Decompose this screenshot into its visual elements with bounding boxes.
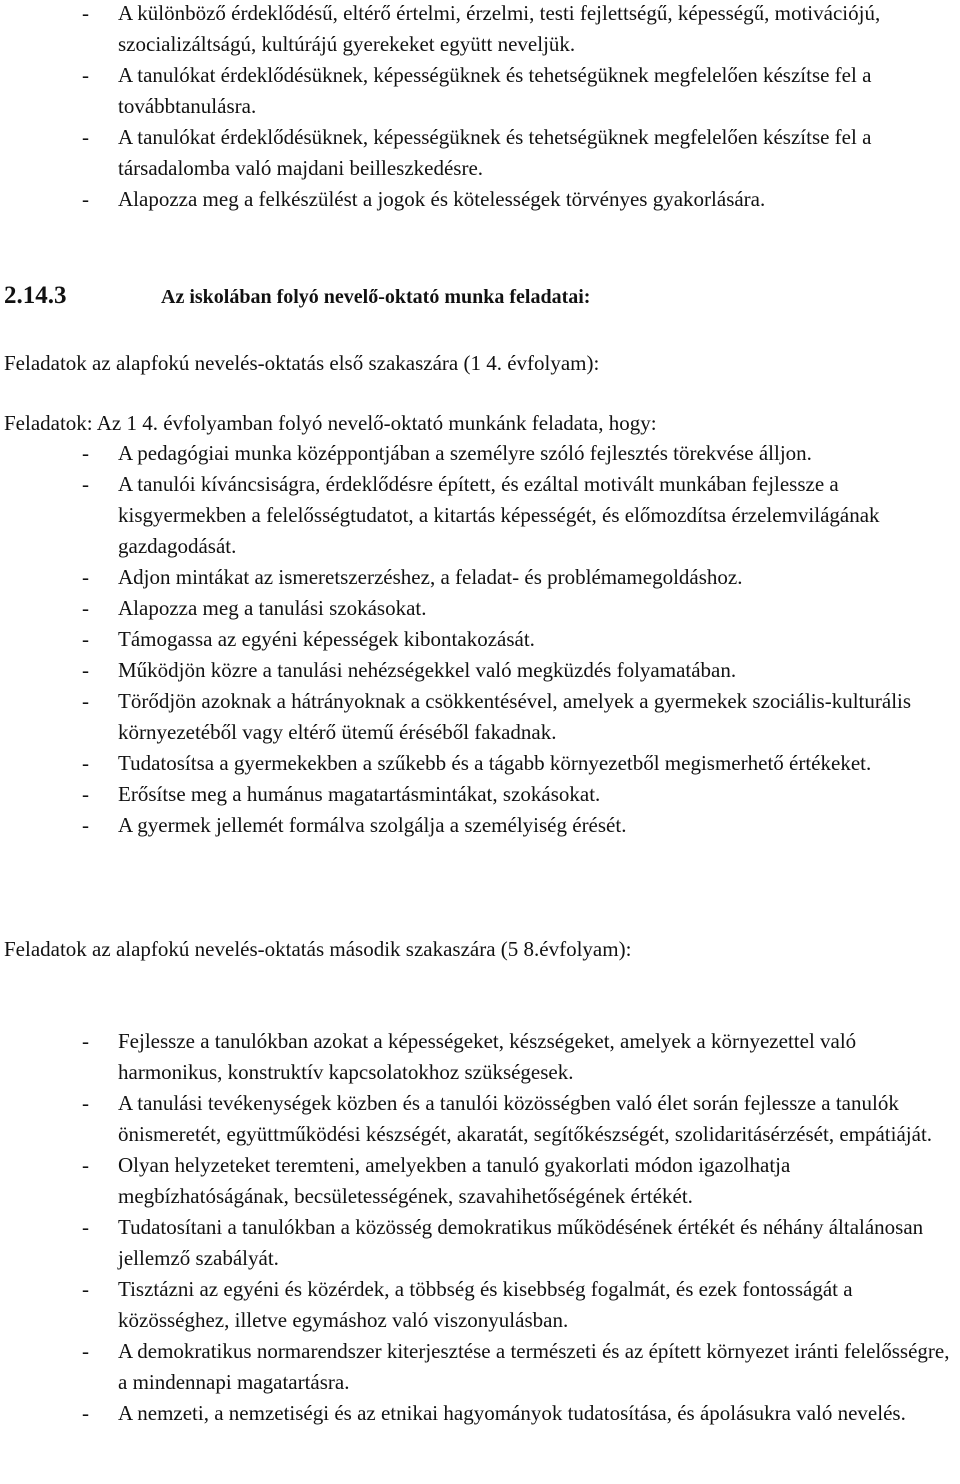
list-item: - A nemzeti, a nemzetiségi és az etnikai hagyományok tudatosítása, és ápolásukra való nevelés. bbox=[0, 1398, 960, 1429]
tasks-intro: Feladatok: Az 1 4. évfolyamban folyó nevelő-oktató munkánk feladata, hogy: bbox=[4, 411, 657, 435]
list-item: - Működjön közre a tanulási nehézségekkel való megküzdés folyamatában. bbox=[0, 655, 960, 686]
section-heading bbox=[0, 280, 960, 313]
goals-list bbox=[0, 0, 960, 215]
list-item: - Tudatosítsa a gyermekekben a szűkebb és a tágabb környezetből megismerhető értékeket. bbox=[0, 748, 960, 779]
section-number: 2.14.3 bbox=[4, 282, 67, 309]
list-item: - Tudatosítani a tanulókban a közösség demokratikus működésének értékét és néhány általánosan jellemző szabályát. bbox=[0, 1212, 960, 1274]
section-title: Az iskolában folyó nevelő-oktató munka feladatai: bbox=[161, 286, 591, 308]
list-item: - A tanulási tevékenységek közben és a tanulói közösségben való élet során fejlessze a tanulók önismeretét, együttműködési készségét, akaratát, segítőkészségét, szolidaritásérzését, empátiáját. bbox=[0, 1088, 960, 1150]
list-item: - A tanulókat érdeklődésüknek, képességüknek és tehetségüknek megfelelően készítse fel a társadalomba való majdani beilleszkedésre. bbox=[0, 122, 960, 184]
list-item: - A pedagógiai munka középpontjában a személyre szóló fejlesztés törekvése álljon. bbox=[0, 438, 960, 469]
list-item: - Fejlessze a tanulókban azokat a képességeket, készségeket, amelyek a környezettel való harmonikus, konstruktív kapcsolatokhoz szükségesek. bbox=[0, 1026, 960, 1088]
list-item: - Olyan helyzeteket teremteni, amelyekben a tanuló gyakorlati módon igazolhatja megbízhatóságának, becsületességének, szavahihetőségének értékét. bbox=[0, 1150, 960, 1212]
list-item: - A tanulókat érdeklődésüknek, képességüknek és tehetségüknek megfelelően készítse fel a továbbtanulásra. bbox=[0, 60, 960, 122]
list-item: - Alapozza meg a felkészülést a jogok és kötelességek törvényes gyakorlására. bbox=[0, 184, 960, 215]
second-stage-heading: Feladatok az alapfokú nevelés-oktatás második szakaszára (5 8.évfolyam): bbox=[4, 937, 632, 961]
second-stage-tasks-list bbox=[0, 1026, 960, 1429]
list-item: - Erősítse meg a humánus magatartásmintákat, szokásokat. bbox=[0, 779, 960, 810]
list-item: - Támogassa az egyéni képességek kibontakozását. bbox=[0, 624, 960, 655]
list-item: - A különböző érdeklődésű, eltérő értelmi, érzelmi, testi fejlettségű, képességű, motivációjú, szocializáltságú, kultúrájú gyerekeket együtt neveljük. bbox=[0, 0, 960, 60]
list-item: - A tanulói kíváncsiságra, érdeklődésre épített, és ezáltal motivált munkában fejlessze a kisgyermekben a felelősségtudatot, a kitartás képességét, és előmozdítsa érzelemvilágának gazdagodását. bbox=[0, 469, 960, 562]
first-stage-heading: Feladatok az alapfokú nevelés-oktatás első szakaszára (1 4. évfolyam): bbox=[4, 351, 600, 375]
list-item: - Alapozza meg a tanulási szokásokat. bbox=[0, 593, 960, 624]
first-stage-tasks-list bbox=[0, 438, 960, 841]
list-item: - A gyermek jellemét formálva szolgálja a személyiség érését. bbox=[0, 810, 960, 841]
list-item: - Törődjön azoknak a hátrányoknak a csökkentésével, amelyek a gyermekek szociális-kulturális környezetéből vagy eltérő ütemű éréséből fakadnak. bbox=[0, 686, 960, 748]
list-item: - Adjon mintákat az ismeretszerzéshez, a feladat- és problémamegoldáshoz. bbox=[0, 562, 960, 593]
list-item: - Tisztázni az egyéni és közérdek, a többség és kisebbség fogalmát, és ezek fontosságát a közösséghez, illetve egymáshoz való viszonyulásban. bbox=[0, 1274, 960, 1336]
list-item: - A demokratikus normarendszer kiterjesztése a természeti és az épített környezet iránti felelősségre, a mindennapi magatartásra. bbox=[0, 1336, 960, 1398]
